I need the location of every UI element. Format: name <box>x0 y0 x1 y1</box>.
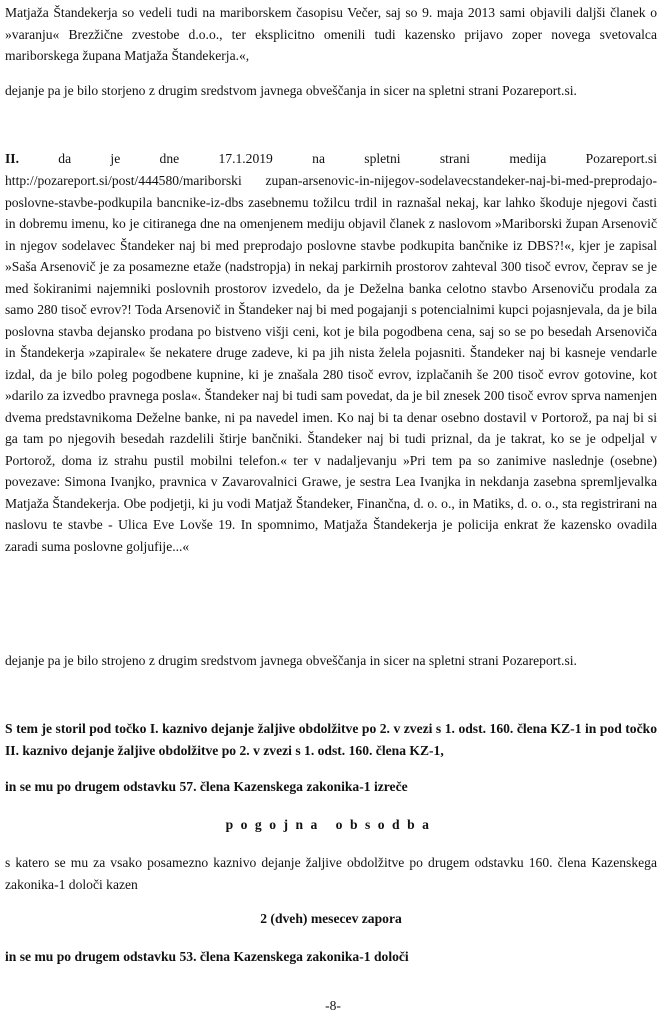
heading-word: 17.1.2019 <box>218 151 273 166</box>
heading-penalty: 2 (dveh) mesecev zapora <box>260 911 402 926</box>
heading-word: je <box>110 151 121 166</box>
section-ii-numeral: II. <box>5 151 19 166</box>
paragraph-2: dejanje pa je bilo storjeno z drugim sredstvom javnega obveščanja in sicer na spletni strani Pozareport.si. <box>5 83 577 98</box>
heading-conditional-sentence: pogojna obsodba <box>225 817 437 832</box>
paragraph-verdict: S tem je storil pod točko I. kaznivo dejanje žaljive obdolžitve po 2. v zvezi s 1. odst. 160. člena KZ-1 in pod točko II. kaznivo dejanje žaljive obdolžitve po 2. v zvezi s 1. odst. 160. člena KZ-1, <box>5 721 657 758</box>
heading-word: da <box>58 151 72 166</box>
paragraph-4: dejanje pa je bilo strojeno z drugim sredstvom javnega obveščanja in sicer na spletni strani Pozareport.si. <box>5 653 577 668</box>
paragraph-closing: in se mu po drugem odstavku 53. člena Kazenskega zakonika-1 določi <box>5 949 409 964</box>
page-number: -8- <box>325 998 341 1013</box>
heading-word: na <box>312 151 325 166</box>
paragraph-1: Matjaža Štandekerja so vedeli tudi na mariborskem časopisu Večer, saj so 9. maja 2013 sami objavili dalјši članek o »varanju« Brezžične zvestobe d.o.o., ter eksplicitno omenili tudi kazensko prijavo zoper novega svetovalca mariborskega župana Matjaža Štandekerja.«, <box>5 5 657 63</box>
heading-word: Pozareport.si <box>585 151 657 166</box>
paragraph-3: http://pozareport.si/post/444580/mariborski zupan-arsenovic-in-nijegov-sodelavecstandeker-naj-bi-med-preprodajo-poslovne-stavbe-podkupila bancnike-iz-dbs zasebnemu tožilcu trdil in raznašal nekaj, kar lahko škoduje njegovi časti in dobremu imenu, ko je citiranega dne na omenjenem mediju objavil članek z naslovom »Mariborski župan Arsenovič in njegov sodelavec Štandeker naj bi med preprodajo poslovne stavbe podkupita bančnike iz DBS?!«, kjer je zapisal »Saša Arsenovič je za posamezne etaže (nadstropja) in nekaj parkirnih prostorov zahteval 300 tisoč evrov, čeprav se je med šokiranimi najemniki poslovnih prostorov izvedelo, da je Deželna banka celotno stavbo Arsenoviču prodala za samo 280 tisoč evrov?! Toda Arsenovič in Štandeker naj bi med pogajanji s potencialnimi kupci pojasnjevala, da je bila poslovna stavba dejansko prodana po bistveno višji ceni, kot je bila pogodbena cena, saj so se po besedah Arsenoviča in Štandekerja »zapirale« še nekatere druge zadeve, ki pa jih nista želela pojasniti. Štandeker naj bi kasneje vendarle izdal, da je bilo poleg pogodbene kupnine, ki je znašala 280 tisoč evrov, izplačanih še 200 tisoč evrov gotovine, kot »darilo za izvedbo pravnega posla«. Štandeker naj bi tudi sam povedat, da je bil znesek 200 tisoč evrov sprva namenjen dvema predstavnikoma Deželne banke, ni pa navedel imen. Ko naj bi ta denar osebno dostavil v Portorož, pa naj bi si ga tam po njegovih besedah razdelili štirje bančniki. Štandeker naj bi tudi priznal, da je takrat, ko se je odpeljal v Portorož, doma iz strahu pustil mobilni telefon.« ter v nadaljevanju »Pri tem pa so zanimive naslednje (osebne) povezave: Simona Ivanjko, pravnica v Zavarovalnici Grawe, je sestra Lea Ivanjka in nekdanja zasebna spremljevalka Matjaža Štandekerja. Obe podjetji, ki ju vodi Matjaž Štandeker, Finančna, d. o. o., in Matiks, d. o. o., sta registrirani na naslovu te stavbe - Ulica Eve Lovše 19. In spomnimo, Matjaža Štandekerja je policija enkrat že kazensko ovadila zaradi suma poslovne goljufije...« <box>5 173 657 554</box>
paragraph-sentence-intro: in se mu po drugem odstavku 57. člena Kazenskega zakonika-1 izreče <box>5 779 408 794</box>
paragraph-penalty-intro: s katero se mu za vsako posamezno kaznivo dejanje žaljive obdolžitve po drugem odstavku 160. člena Kazenskega zakonika-1 določi kazen <box>5 855 657 892</box>
heading-word: medija <box>509 151 547 166</box>
section-ii-heading <box>5 148 657 170</box>
heading-word: spletni <box>364 151 401 166</box>
heading-word: strani <box>439 151 471 166</box>
heading-word: dne <box>159 151 180 166</box>
